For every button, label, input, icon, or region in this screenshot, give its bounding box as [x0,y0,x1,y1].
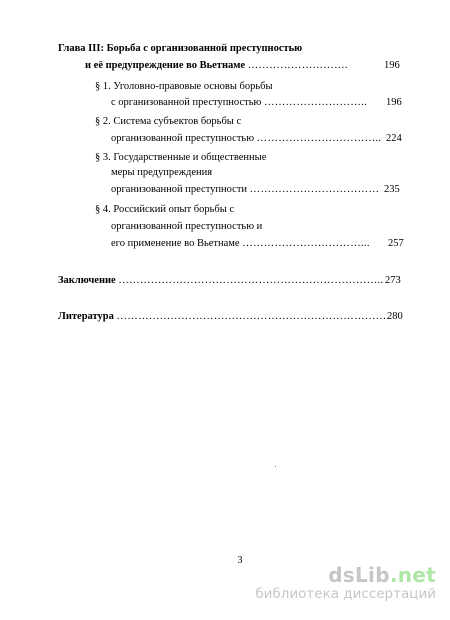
section-4-entry[interactable] [111,237,370,251]
section-4-title-line2: организованной преступностью и [111,221,263,232]
dot-leader: ……………………………... [242,238,370,249]
section-2-title-line1: § 2. Система субъектов борьбы с [95,116,242,127]
dot-leader: ……………………………… [249,184,380,195]
section-1-title-line1: § 1. Уголовно-правовые основы борьбы [95,81,273,92]
dot-leader: …………………………….. [256,133,382,144]
literature-page-number: 280 [387,311,403,322]
section-4-title-line1: § 4. Российский опыт борьбы с [95,204,235,215]
section-3-title-line3: организованной преступности [111,184,248,195]
scan-speck [275,466,276,467]
dot-leader: …………………………………………………………………. [116,311,390,322]
section-4-page-number: 257 [388,238,404,249]
section-1-title-line2: с организованной преступностью [111,97,262,108]
literature-entry[interactable] [58,310,389,324]
chapter-page-number: 196 [384,60,400,71]
watermark-logo [255,564,436,586]
watermark-tld: .net [389,563,436,587]
chapter-entry[interactable] [85,59,348,73]
dot-leader: ………………………. [247,60,348,71]
conclusion-entry[interactable] [58,274,383,288]
watermark-subtitle: библиотека диссертаций [255,586,436,602]
section-1-entry[interactable] [111,96,367,110]
dot-leader: ……………………….. [263,97,368,108]
section-3-title-line2: меры предупреждения [111,167,213,178]
section-2-title-line2: организованной преступностью [111,133,255,144]
conclusion-title: Заключение [58,275,116,286]
section-3-page-number: 235 [384,184,400,195]
watermark [255,564,436,602]
literature-title: Литература [58,311,114,322]
section-2-entry[interactable] [111,132,381,146]
section-4-title-line3: его применение во Вьетнаме [111,238,240,249]
watermark-brand: dsLib [328,563,390,587]
section-2-page-number: 224 [386,133,402,144]
chapter-title-line1: Глава III: Борьба с организованной преступностью [58,43,303,54]
section-1-page-number: 196 [386,97,402,108]
chapter-title-line2: и её предупреждение во Вьетнаме [85,60,246,71]
conclusion-page-number: 273 [385,275,401,286]
section-3-title-line1: § 3. Государственные и общественные [95,152,267,163]
dot-leader: ……………………………………………………………….. [118,275,384,286]
footer-page-number: 3 [237,555,243,566]
section-3-entry[interactable] [111,183,379,197]
